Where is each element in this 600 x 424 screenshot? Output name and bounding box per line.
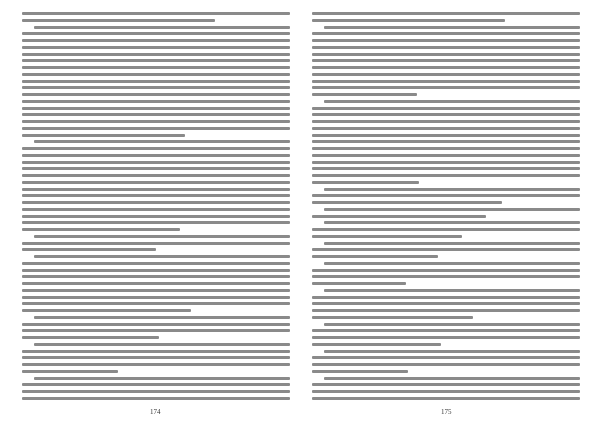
text-line bbox=[312, 53, 580, 56]
text-line bbox=[22, 208, 290, 211]
text-line bbox=[312, 370, 408, 373]
text-line bbox=[22, 86, 290, 89]
text-line bbox=[324, 188, 580, 191]
text-line bbox=[312, 46, 580, 49]
text-line bbox=[324, 350, 580, 353]
text-line bbox=[22, 370, 118, 373]
text-line bbox=[22, 215, 290, 218]
text-line bbox=[312, 73, 580, 76]
text-line bbox=[324, 100, 580, 103]
text-line bbox=[22, 302, 290, 305]
text-line bbox=[312, 167, 580, 170]
text-line bbox=[22, 120, 290, 123]
text-line bbox=[22, 46, 290, 49]
text-line bbox=[312, 134, 580, 137]
text-line bbox=[22, 154, 290, 157]
text-line bbox=[312, 255, 438, 258]
text-line bbox=[22, 309, 191, 312]
right-page-number: 175 bbox=[441, 408, 452, 416]
text-line bbox=[22, 356, 290, 359]
text-line bbox=[22, 167, 290, 170]
text-line bbox=[22, 174, 290, 177]
text-line bbox=[22, 127, 290, 130]
text-line bbox=[22, 242, 290, 245]
text-line bbox=[312, 127, 580, 130]
text-line bbox=[312, 228, 580, 231]
text-line bbox=[312, 336, 580, 339]
text-line bbox=[312, 343, 441, 346]
text-line bbox=[22, 221, 290, 224]
text-line bbox=[22, 248, 156, 251]
text-line bbox=[312, 383, 580, 386]
text-line bbox=[324, 377, 580, 380]
text-line bbox=[22, 282, 290, 285]
text-line bbox=[324, 289, 580, 292]
text-line bbox=[34, 377, 290, 380]
text-line bbox=[312, 86, 580, 89]
text-line bbox=[312, 93, 417, 96]
text-line bbox=[34, 316, 290, 319]
text-line bbox=[22, 228, 180, 231]
left-page-text-column bbox=[22, 10, 290, 402]
text-line bbox=[324, 26, 580, 29]
text-line bbox=[22, 188, 290, 191]
text-line bbox=[22, 39, 290, 42]
text-line bbox=[312, 329, 580, 332]
text-line bbox=[312, 39, 580, 42]
text-line bbox=[34, 343, 290, 346]
text-line bbox=[312, 19, 505, 22]
text-line bbox=[22, 147, 290, 150]
text-line bbox=[324, 221, 580, 224]
text-line bbox=[312, 147, 580, 150]
text-line bbox=[324, 242, 580, 245]
text-line bbox=[22, 181, 290, 184]
text-line bbox=[22, 32, 290, 35]
text-line bbox=[312, 201, 502, 204]
text-line bbox=[312, 390, 580, 393]
text-line bbox=[22, 329, 290, 332]
text-line bbox=[22, 201, 290, 204]
text-line bbox=[34, 26, 290, 29]
text-line bbox=[312, 309, 580, 312]
text-line bbox=[312, 248, 580, 251]
left-page-number: 174 bbox=[150, 408, 161, 416]
text-line bbox=[312, 275, 580, 278]
text-line bbox=[312, 140, 580, 143]
text-line bbox=[22, 350, 290, 353]
text-line bbox=[312, 174, 580, 177]
text-line bbox=[312, 316, 473, 319]
text-line bbox=[22, 336, 159, 339]
text-line bbox=[312, 215, 486, 218]
text-line bbox=[312, 120, 580, 123]
text-line bbox=[312, 235, 462, 238]
text-line bbox=[312, 296, 580, 299]
text-line bbox=[34, 140, 290, 143]
text-line bbox=[312, 282, 406, 285]
text-line bbox=[22, 113, 290, 116]
text-line bbox=[22, 80, 290, 83]
text-line bbox=[34, 255, 290, 258]
text-line bbox=[22, 107, 290, 110]
text-line bbox=[22, 390, 290, 393]
text-line bbox=[22, 275, 290, 278]
text-line bbox=[312, 356, 580, 359]
text-line bbox=[312, 12, 580, 15]
text-line bbox=[22, 59, 290, 62]
text-line bbox=[22, 363, 290, 366]
text-line bbox=[312, 397, 580, 400]
text-line bbox=[312, 194, 580, 197]
text-line bbox=[312, 32, 580, 35]
text-line bbox=[22, 53, 290, 56]
text-line bbox=[324, 323, 580, 326]
text-line bbox=[22, 161, 290, 164]
text-line bbox=[312, 107, 580, 110]
text-line bbox=[312, 154, 580, 157]
text-line bbox=[312, 269, 580, 272]
text-line bbox=[312, 181, 419, 184]
right-page-text-column bbox=[312, 10, 580, 402]
text-line bbox=[22, 323, 290, 326]
text-line bbox=[22, 19, 215, 22]
text-line bbox=[22, 134, 185, 137]
text-line bbox=[22, 397, 290, 400]
text-line bbox=[312, 302, 580, 305]
text-line bbox=[22, 262, 290, 265]
text-line bbox=[22, 93, 290, 96]
text-line bbox=[312, 113, 580, 116]
text-line bbox=[22, 383, 290, 386]
text-line bbox=[312, 80, 580, 83]
text-line bbox=[22, 194, 290, 197]
text-line bbox=[22, 296, 290, 299]
text-line bbox=[324, 262, 580, 265]
text-line bbox=[312, 363, 580, 366]
text-line bbox=[34, 235, 290, 238]
text-line bbox=[22, 289, 290, 292]
text-line bbox=[22, 73, 290, 76]
text-line bbox=[312, 66, 580, 69]
text-line bbox=[22, 66, 290, 69]
text-line bbox=[22, 100, 290, 103]
text-line bbox=[22, 269, 290, 272]
text-line bbox=[312, 161, 580, 164]
text-line bbox=[324, 208, 580, 211]
text-line bbox=[22, 12, 290, 15]
text-line bbox=[312, 59, 580, 62]
